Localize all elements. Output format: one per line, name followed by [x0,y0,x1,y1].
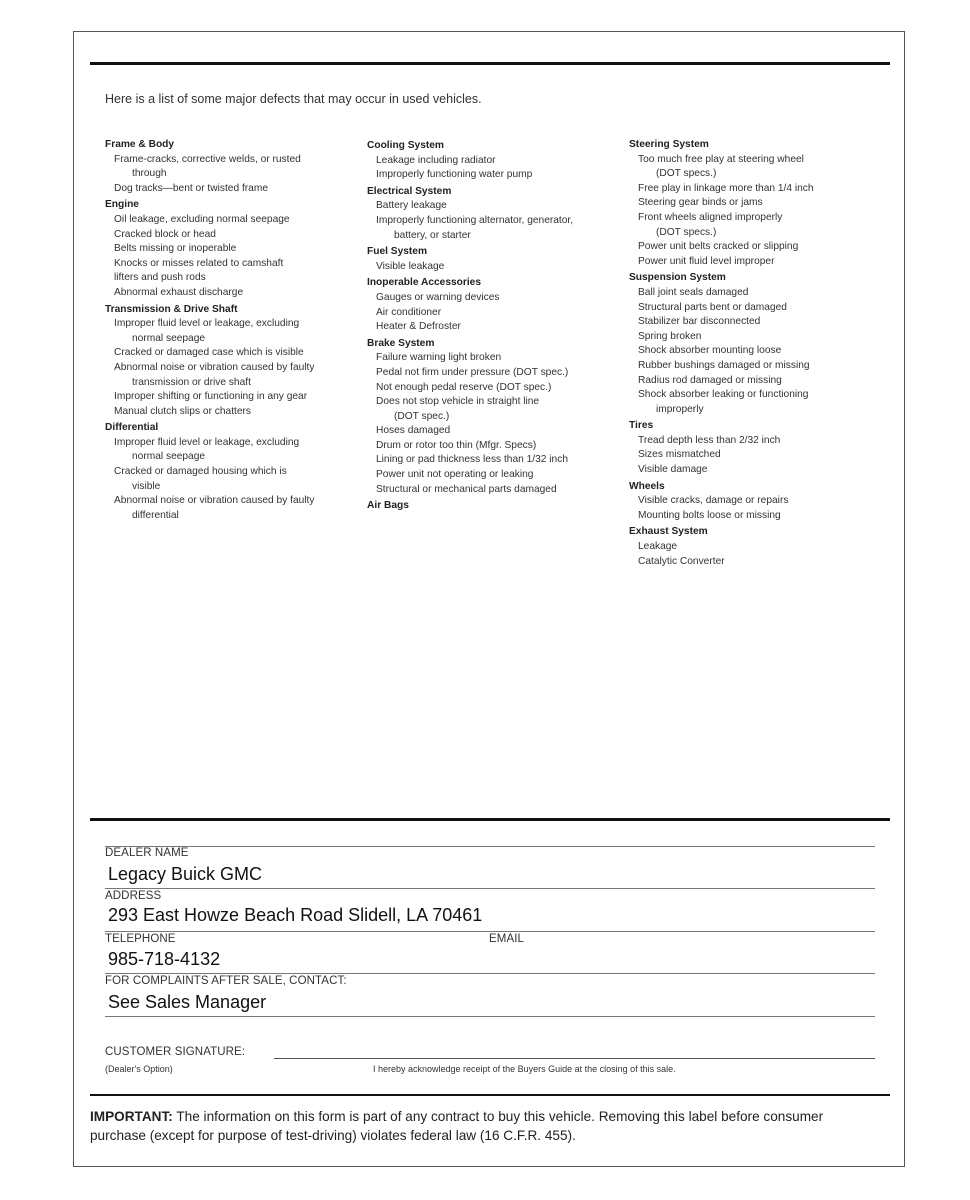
defect-category-heading: Engine [105,199,139,211]
defect-item: (DOT spec.) [394,410,450,422]
defect-item: Abnormal noise or vibration caused by faulty [114,361,315,373]
top-rule [90,62,890,65]
telephone-label: TELEPHONE [105,933,176,945]
defect-item: Frame-cracks, corrective welds, or rusted [114,153,301,165]
defect-item: Structural or mechanical parts damaged [376,483,557,495]
defect-item: Leakage [638,541,678,553]
defect-item: Tread depth less than 2/32 inch [638,434,781,446]
defect-item: (DOT specs.) [656,226,717,238]
defect-category-heading: Fuel System [367,246,428,258]
defect-item: normal seepage [132,332,206,344]
address-value: 293 East Howze Beach Road Slidell, LA 70461 [108,905,483,925]
defect-item: Abnormal exhaust discharge [114,286,244,298]
defect-item: Heater & Defroster [376,321,461,333]
defect-category-heading: Differential [105,422,159,434]
defect-item: Catalytic Converter [638,555,725,567]
defect-item: normal seepage [132,451,206,463]
complaints-value: See Sales Manager [108,992,267,1012]
defect-item: Pedal not firm under pressure (DOT spec.) [376,366,569,378]
defect-category-heading: Air Bags [367,500,409,512]
defect-item: Does not stop vehicle in straight line [376,396,540,408]
defect-item: Improper fluid level or leakage, excluding [114,436,300,448]
divider-line [105,888,875,889]
intro-text: Here is a list of some major defects that may occur in used vehicles. [105,92,482,106]
defect-category-heading: Tires [629,420,654,432]
defect-item: Steering gear binds or jams [638,197,763,209]
defect-item: Dog tracks—bent or twisted frame [114,182,269,194]
defect-item: Stabilizer bar disconnected [638,316,761,328]
defects-column-2 [367,137,622,514]
defect-item: Battery leakage [376,200,447,212]
defect-item: Visible cracks, damage or repairs [638,495,789,507]
defect-item: Cracked or damaged case which is visible [114,347,304,359]
defect-item: Knocks or misses related to camshaft [114,257,284,269]
defect-item: Too much free play at steering wheel [638,153,804,165]
defect-item: Power unit fluid level improper [638,255,775,267]
defect-item: Not enough pedal reserve (DOT spec.) [376,381,552,393]
defect-item: Failure warning light broken [376,352,502,364]
defect-category-heading: Brake System [367,337,435,349]
defect-category-heading: Suspension System [629,272,726,284]
dealer-name-label: DEALER NAME [105,847,189,859]
defect-item: through [132,168,167,180]
defect-item: Power unit belts cracked or slipping [638,241,799,253]
signature-label: CUSTOMER SIGNATURE: [105,1046,246,1058]
defect-category-heading: Electrical System [367,185,452,197]
defect-category-heading: Steering System [629,139,709,150]
defect-item: lifters and push rods [114,272,206,284]
defect-item: Visible leakage [376,260,445,272]
defect-item: Drum or rotor too thin (Mfgr. Specs) [376,439,537,451]
defect-item: Mounting bolts loose or missing [638,509,781,521]
important-rule [90,1094,890,1096]
divider-line [105,1016,875,1017]
defect-item: Improperly functioning alternator, generator, [376,214,574,226]
defect-category-heading: Cooling System [367,140,444,151]
defect-item: Leakage including radiator [376,154,496,166]
dealer-name-value: Legacy Buick GMC [108,864,263,884]
divider-line [105,973,875,974]
defect-item: Gauges or warning devices [376,291,500,303]
defect-item: (DOT specs.) [656,168,717,180]
defect-item: Air conditioner [376,306,442,318]
defect-item: Hoses damaged [376,425,451,437]
defect-item: Improper shifting or functioning in any gear [114,391,308,403]
defect-item: Shock absorber leaking or functioning [638,389,809,401]
defect-item: Oil leakage, excluding normal seepage [114,213,290,225]
defect-item: Shock absorber mounting loose [638,345,782,357]
divider-line [105,846,875,847]
divider-line [105,931,875,932]
defect-item: battery, or starter [394,229,471,241]
defect-item: Manual clutch slips or chatters [114,405,252,417]
acknowledge-text: I hereby acknowledge receipt of the Buyers Guide at the closing of this sale. [373,1064,676,1074]
dealer-section-rule [90,818,890,821]
defects-column-3 [629,136,884,569]
defect-item: differential [132,509,179,521]
address-label: ADDRESS [105,890,162,902]
defect-item: Free play in linkage more than 1/4 inch [638,182,814,194]
telephone-value: 985-718-4132 [108,949,221,969]
defect-item: Rubber bushings damaged or missing [638,359,810,371]
defect-category-heading: Wheels [629,480,665,492]
defect-item: Cracked block or head [114,228,216,240]
defects-column-1 [105,136,360,523]
signature-line[interactable] [274,1058,875,1059]
defect-item: Belts missing or inoperable [114,243,237,255]
defect-category-heading: Inoperable Accessories [367,277,482,289]
defect-item: Radius rod damaged or missing [638,374,782,386]
defect-item: Visible damage [638,464,708,476]
important-notice [90,1107,880,1145]
defect-item: Abnormal noise or vibration caused by faulty [114,495,315,507]
defect-item: Cracked or damaged housing which is [114,466,287,478]
important-text: The information on this form is part of any contract to buy this vehicle. Removing this label before consumer purchase (except for purpose of test-driving) violates federal law (16 C.F.R. 455). [90,1109,824,1143]
defect-category-heading: Frame & Body [105,139,175,150]
defect-category-heading: Exhaust System [629,526,708,538]
defect-item: Front wheels aligned improperly [638,211,783,223]
complaints-label: FOR COMPLAINTS AFTER SALE, CONTACT: [105,975,347,987]
defect-item: Spring broken [638,330,702,342]
defect-item: Ball joint seals damaged [638,286,749,298]
email-label: EMAIL [489,933,525,945]
defect-category-heading: Transmission & Drive Shaft [105,303,238,315]
defect-item: Improper fluid level or leakage, excluding [114,318,300,330]
defect-item: improperly [656,403,704,415]
defect-item: Improperly functioning water pump [376,169,533,181]
important-lead: IMPORTANT: [90,1109,173,1124]
dealers-option-text: (Dealer's Option) [105,1064,173,1074]
defect-item: Lining or pad thickness less than 1/32 inch [376,454,568,466]
defect-item: transmission or drive shaft [132,376,251,388]
defect-item: visible [132,480,161,492]
defect-item: Power unit not operating or leaking [376,469,534,481]
defect-item: Structural parts bent or damaged [638,301,787,313]
defect-item: Sizes mismatched [638,449,721,461]
